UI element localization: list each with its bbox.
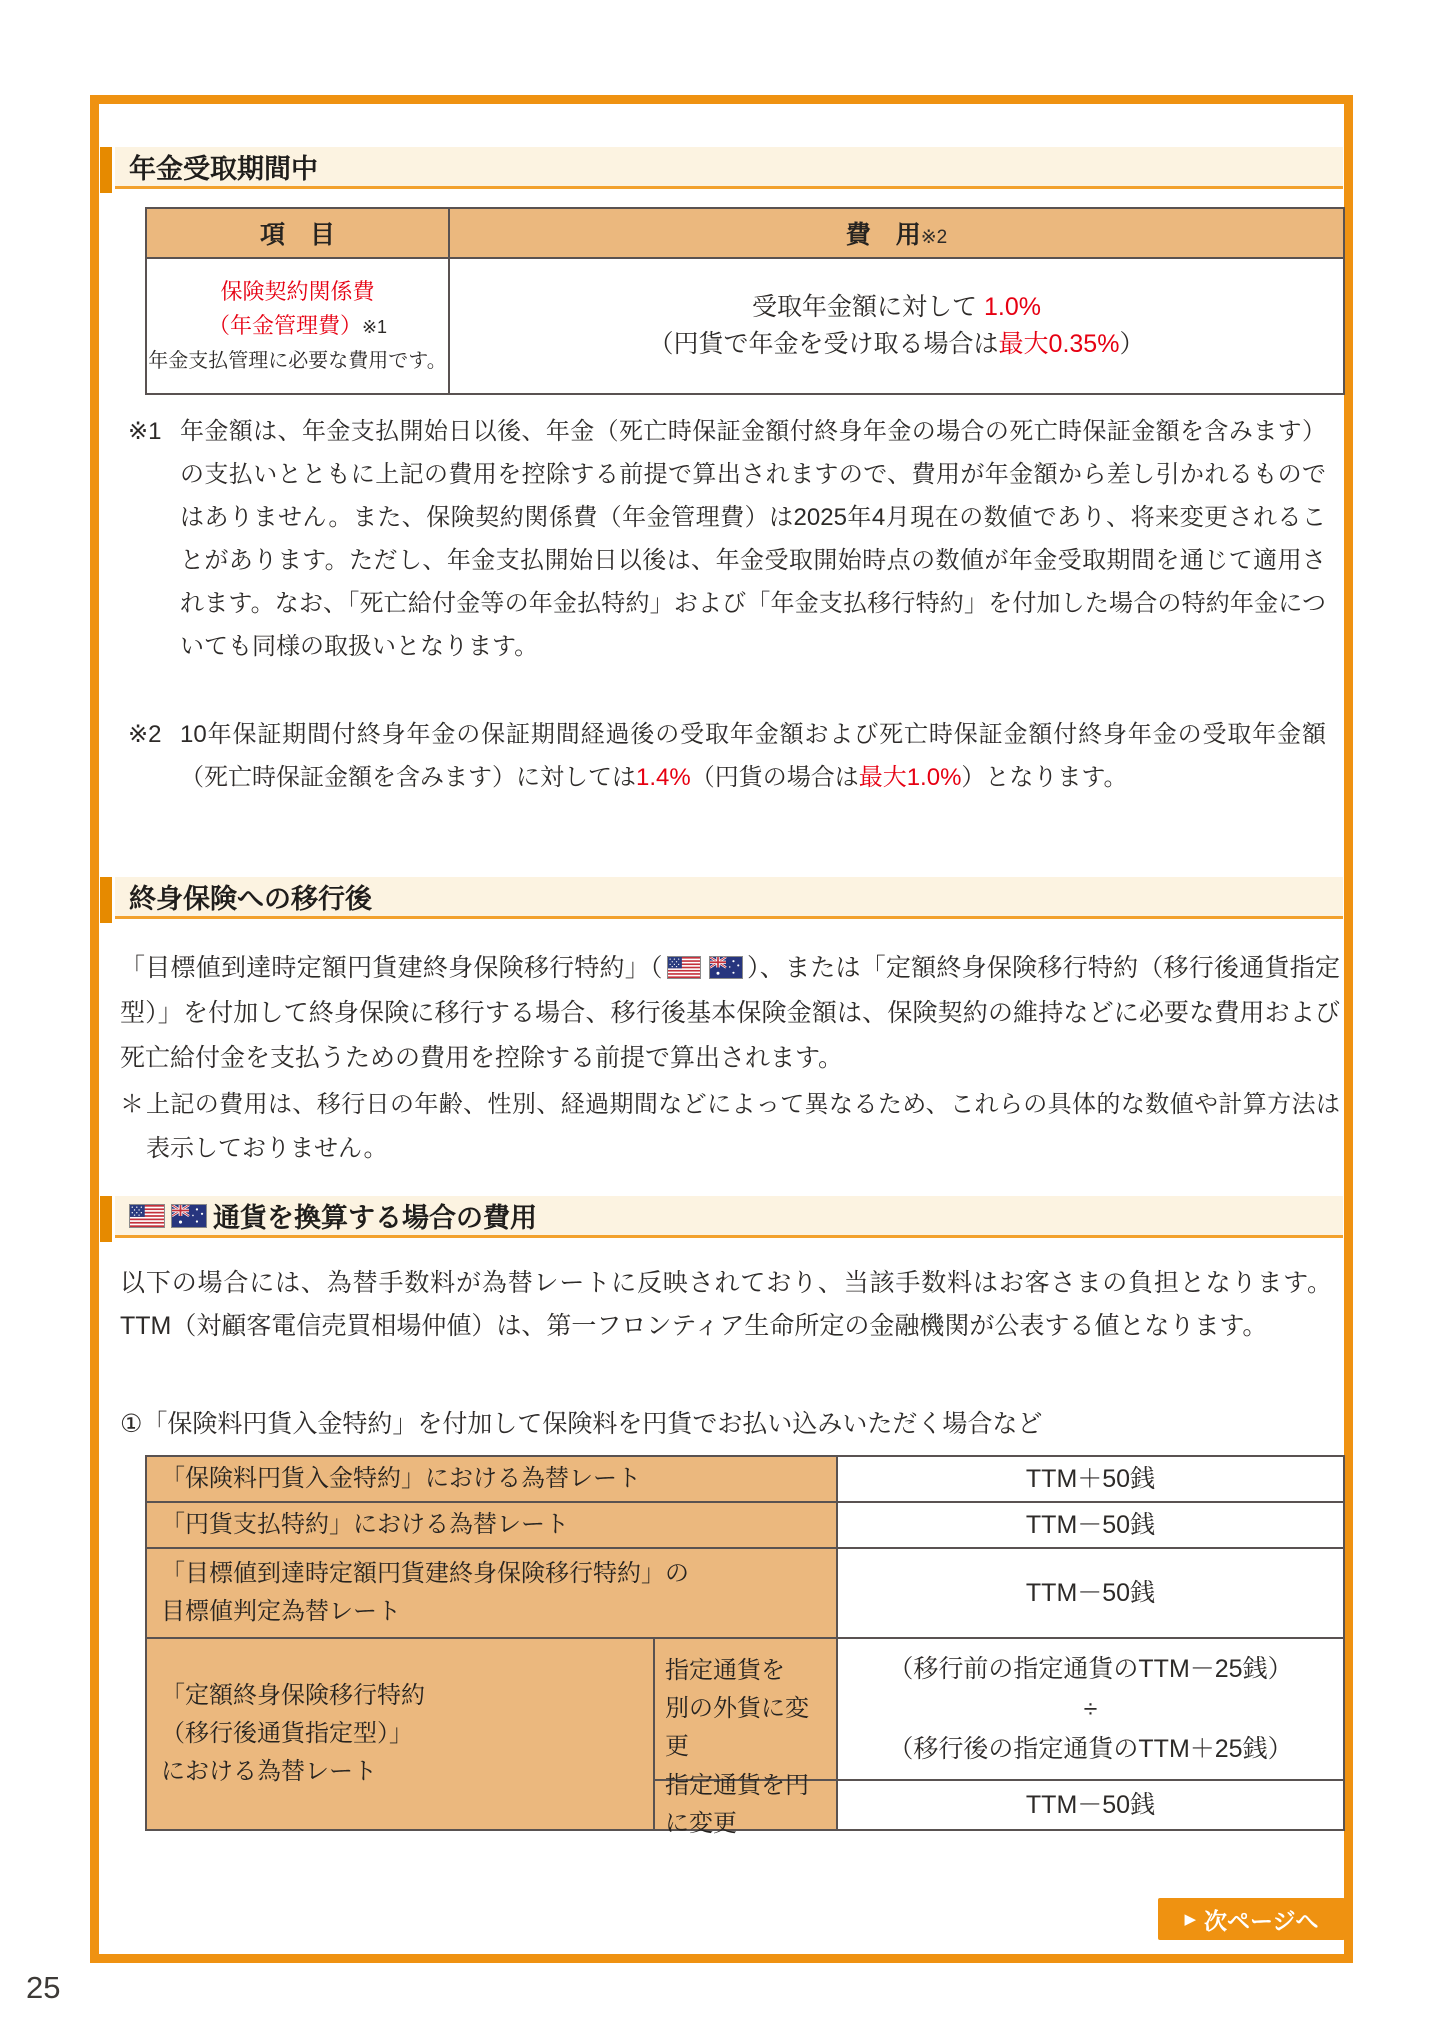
note-2-rate1: 1.4% (636, 764, 691, 791)
rate-row-value: TTM－50銭 (838, 1549, 1343, 1637)
rate-row4-sub2-value: TTM－50銭 (838, 1781, 1343, 1829)
section-header-annuity-period (100, 147, 1343, 189)
item-note-ref: ※1 (361, 316, 388, 337)
section-title: 年金受取期間中 (129, 154, 318, 184)
fee-text: 受取年金額に対して (752, 293, 984, 321)
header-cost-label: 費 用 (845, 221, 921, 249)
rate-row-label: 「保険料円貨入金特約」における為替レート (147, 1457, 836, 1501)
case-1-heading: ①「保険料円貨入金特約」を付加して保険料を円貨でお払い込みいただく場合など (120, 1410, 1043, 1438)
asterisk-marker: ＊ (120, 1091, 144, 1118)
note-2 (128, 713, 1326, 799)
fee-table-item-cell (147, 259, 448, 393)
exchange-rate-table (145, 1455, 1345, 1837)
next-page-label: 次ページへ (1204, 1907, 1319, 1934)
australia-flag-icon (171, 1204, 207, 1228)
section-accent-bar (100, 1196, 112, 1242)
fee-rate: 1.0% (983, 293, 1041, 321)
section-accent-bar (100, 877, 112, 923)
note-2-text: 10年保証期間付終身年金の保証期間経過後の受取年金額および死亡時保証金額付終身年金の受取年金額（死亡時保証金額を含みます）に対しては1.4%（円貨の場合は最大1.0%）となります。 (180, 721, 1326, 791)
item-description: 年金支払管理に必要な費用です。 (148, 349, 447, 372)
section-accent-bar (100, 147, 112, 193)
note-1-text: 年金額は、年金支払開始日以後、年金（死亡時保証金額付終身年金の場合の死亡時保証金額を含みます）の支払いとともに上記の費用を控除する前提で算出されますので、費用が年金額から差し引かれるものではありません。また、保険契約関係費（年金管理費）は2025年4月現在の数値であり、将来変更されることがあります。ただし、年金支払開始日以後は、年金受取開始時点の数値が年金受取期間を通じて適用されます。なお、「死亡給付金等の年金払特約」および「年金支払移行特約」を付加した場合の特約年金についても同様の取扱いとなります。 (180, 418, 1326, 660)
fee-table-header-item (147, 209, 448, 257)
rate-row4-sub1-label: 指定通貨を 別の外貨に変更 (655, 1639, 836, 1779)
section-title: 通貨を換算する場合の費用 (213, 1203, 537, 1233)
note-1-marker: ※1 (128, 418, 162, 445)
transition-note (120, 1083, 1340, 1171)
header-item-label: 項 目 (259, 221, 335, 249)
item-name-line1: 保険契約関係費 (220, 278, 375, 304)
note-1 (128, 410, 1326, 668)
page-number: 25 (26, 1970, 61, 2005)
note-2-rate2: 最大1.0% (858, 764, 962, 791)
us-flag-icon (667, 956, 701, 979)
transition-note-text: 上記の費用は、移行日の年齢、性別、経過期間などによって異なるため、これらの具体的な数値や計算方法は表示しておりません。 (146, 1091, 1340, 1162)
australia-flag-icon (709, 956, 743, 979)
transition-paragraph: 「目標値到達時定額円貨建終身保険移行特約」（ ）、または「定額終身保険移行特約（移行後通貨指定型）」を付加して終身保険に移行する場合、移行後基本保険金額は、保険契約の維持などに必要な費用および死亡給付金を支払うための費用を控除する前提で算出されます。 (120, 954, 1340, 1072)
fee-yen-close: ） (1119, 330, 1145, 358)
next-page-button[interactable] (1158, 1898, 1345, 1940)
fee-yen-rate: 最大0.35% (998, 330, 1120, 358)
rate-row-label: 「目標値到達時定額円貨建終身保険移行特約」の 目標値判定為替レート (147, 1549, 836, 1637)
rate-row-value: TTM－50銭 (838, 1503, 1343, 1547)
item-name-line2: （年金管理費） (207, 312, 362, 338)
us-flag-icon (129, 1204, 165, 1228)
next-arrow-icon: ▶ (1184, 1910, 1196, 1928)
fee-table-header-cost (450, 209, 1343, 257)
rate-row4-main-label: 「定額終身保険移行特約 （移行後通貨指定型）」 における為替レート (147, 1639, 653, 1829)
rate-row4-sub1-value: （移行前の指定通貨のTTM－25銭） ÷ （移行後の指定通貨のTTM＋25銭） (838, 1639, 1343, 1779)
header-cost-note-ref: ※2 (920, 227, 948, 248)
rate-row-label: 「円貨支払特約」における為替レート (147, 1503, 836, 1547)
fee-table-cost-cell (450, 259, 1343, 393)
currency-conversion-paragraph: 以下の場合には、為替手数料が為替レートに反映されており、当該手数料はお客さまの負担となります。TTM（対顧客電信売買相場仲値）は、第一フロンティア生命所定の金融機関が公表する値となります。 (120, 1269, 1332, 1340)
note-2-marker: ※2 (128, 721, 162, 748)
section-header-whole-life-transition (100, 877, 1343, 919)
fee-yen-text: （円貨で年金を受け取る場合は (648, 330, 999, 358)
section-header-currency-conversion (100, 1196, 1343, 1238)
rate-row4-sub2-label: 指定通貨を円に変更 (655, 1781, 836, 1829)
rate-row-value: TTM＋50銭 (838, 1457, 1343, 1501)
annuity-fee-table (145, 207, 1345, 395)
section-title: 終身保険への移行後 (129, 884, 372, 914)
division-sign: ÷ (1083, 1695, 1098, 1723)
